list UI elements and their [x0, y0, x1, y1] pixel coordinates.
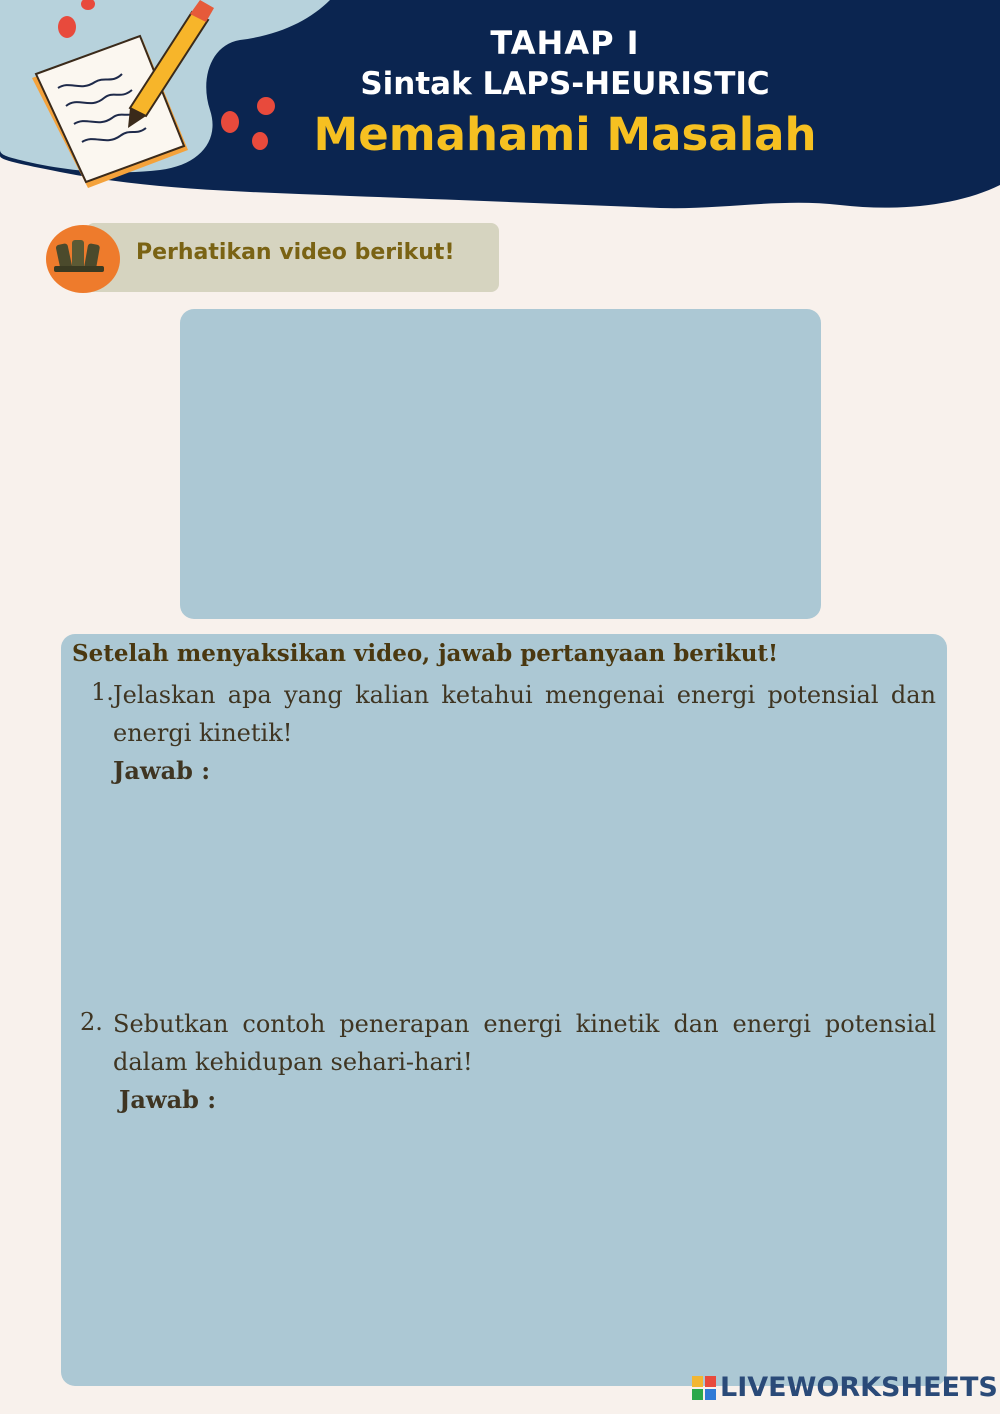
stage-title: TAHAP I	[490, 24, 640, 62]
stack-icon	[52, 236, 110, 276]
answer-field-1[interactable]	[113, 796, 933, 986]
question-text-1: Jelaskan apa yang kalian ketahui mengenai energi potensial dan energi kinetik!	[113, 681, 936, 747]
answer-label-2: Jawab :	[119, 1085, 217, 1114]
petal-icon	[58, 16, 76, 38]
question-number-1: 1.	[91, 678, 114, 706]
video-area[interactable]	[180, 309, 821, 619]
question-text-2: Sebutkan contoh penerapan energi kinetik dan energi potensial dalam kehidupan sehari-hari!	[113, 1010, 936, 1076]
instruction-text: Perhatikan video berikut!	[136, 240, 455, 265]
syntax-title: Sintak LAPS-HEURISTIC	[360, 66, 770, 102]
questions-heading: Setelah menyaksikan video, jawab pertanyaan berikut!	[72, 640, 779, 667]
liveworksheets-watermark	[692, 1372, 998, 1403]
page-title: Memahami Masalah	[313, 108, 817, 161]
answer-field-2[interactable]	[113, 1125, 933, 1365]
question-number-2: 2.	[80, 1008, 103, 1036]
answer-label-1: Jawab :	[113, 756, 211, 785]
liveworksheets-logo-icon	[692, 1376, 716, 1400]
watermark-text: LIVEWORKSHEETS	[720, 1372, 998, 1403]
